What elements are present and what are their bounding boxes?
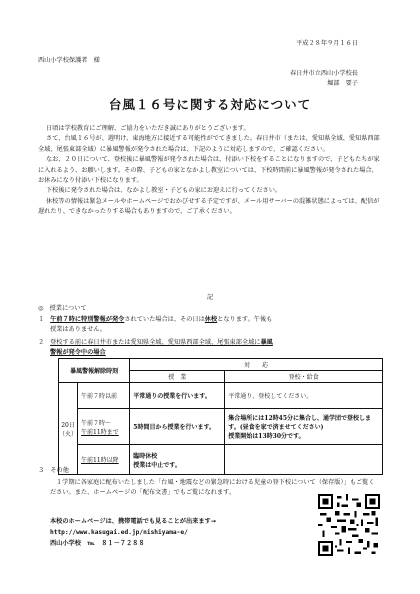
time-cell: 午前11時以降 — [78, 445, 130, 475]
table-header-group: 対 応 — [130, 359, 383, 371]
qr-code-icon — [318, 494, 380, 556]
lesson-cell: 平常通りの授業を行います。 — [130, 383, 225, 409]
table-header-lesson: 授 業 — [130, 371, 225, 383]
footer-block — [50, 516, 216, 549]
table-header-school: 登校・給食 — [225, 371, 383, 383]
section1-post: となります。午後も — [217, 316, 273, 323]
school-cell — [225, 409, 383, 445]
school-cell: 平常通り、登校してください。 — [225, 383, 383, 409]
intro-paragraph: さて、台風１６号が、週明け、東海地方に接近する可能性がでてきました。春日井市（または、愛知県全域、愛知県西部全域、尾張東部全域）に暴風警報が発令された場合は、下記のように対応しますので、ご確認ください。 — [38, 135, 380, 153]
school-start: 授業開始は13時30分です。 — [228, 433, 305, 440]
section3-body: １学期に各家庭に配布いたしました「台風・地震などの緊急時における児童の登下校について（保存版）」もご覧ください。また、ホームページの「配布文書」でもご覧になれます。 — [50, 479, 375, 497]
table-header-time: 暴風警報解除時刻 — [59, 359, 130, 383]
time-start: 午前７時～ — [81, 419, 112, 427]
date-day: （火） — [59, 430, 78, 438]
document-date: 平成２８年９月１６日 — [296, 40, 358, 47]
special-warning-text: 午前７時に特別警報が発令 — [50, 316, 125, 323]
lesson-cell — [130, 445, 225, 475]
footer-note: 本校のホームページは、携帯電話でも見ることが出来ます→ — [50, 518, 216, 525]
section1-mid: されていた場合は、その日は — [124, 316, 205, 323]
section2-number: ２ — [38, 339, 45, 346]
kyukou-text: 休校 — [204, 316, 218, 323]
closure-note: 授業は中止です。 — [133, 461, 181, 469]
school-phone: 西山小学校 ℡ ８１－７２８８ — [50, 540, 145, 547]
school-cell — [225, 445, 383, 475]
sender-name: 堀部 要子 — [327, 80, 358, 87]
intro-paragraph: 休校等の情報は緊急メールやホームページでおかびせする予定ですが、メール用サーバーの混雑状態によっては、配信が遅れたり、できなかったりする場合もありますので、ご了承ください。 — [38, 197, 380, 216]
storm-text: 暴風 — [260, 339, 273, 346]
date-cell — [59, 383, 78, 475]
section2-condition: 登校する前に春日井市または愛知県全域、愛知県西部全域、尾張東部全域に — [50, 339, 261, 346]
ki-label: 記 — [206, 294, 214, 301]
page-title: 台風１６号に関する対応について — [108, 97, 312, 112]
closure-label: 臨時休校 — [133, 452, 158, 460]
time-end: 午前11時まで — [81, 428, 119, 436]
addressee: 西山小学校保護者 様 — [38, 57, 100, 64]
time-cell — [78, 409, 130, 445]
lesson-cell: 5時間目から授業を行います。 — [130, 409, 225, 445]
section3-heading: ３ その他 — [38, 467, 69, 474]
time-cell: 午前７時以前 — [78, 383, 130, 409]
section1-heading: ◎ 授業について — [38, 305, 87, 312]
intro-block — [38, 124, 383, 218]
sender-school: 春日井市立西山小学校長 — [289, 70, 358, 77]
section1-line2: 授業はありません。 — [50, 326, 107, 333]
date-label: 20日 — [61, 421, 75, 429]
section2-line2: 警報が発令中の場合 — [50, 349, 106, 356]
school-note: 集合場所には12時45分に集合し、通学団で登校します。(昼食を家で済ませてください) — [228, 415, 371, 431]
intro-paragraph: 下校後に発令された場合は、なかよし教室・子どもの家にお迎えに行ってください。 — [46, 187, 282, 195]
table-row — [59, 445, 383, 475]
table-row — [59, 409, 383, 445]
response-table — [58, 358, 383, 475]
homepage-link[interactable]: http://www.kasugai.ed.jp/nishiyama-e/ — [50, 529, 188, 536]
table-row — [59, 383, 383, 409]
section2-line1 — [38, 339, 273, 347]
section1-line1 — [38, 316, 272, 324]
intro-paragraph: なお、２０日について、登校後に暴風警報が発令された場合は、付添い下校をすることになりますので、子どもたちが家に入れるよう、お願いします。その際、子どもの家となかよし教室については、下校時間前に暴風警報が発令された場合、お休みになり付添い下校になります。 — [38, 156, 380, 185]
section1-number: １ — [38, 316, 45, 323]
intro-paragraph: 日頃は学校教育にご理解、ご協力をいただき誠にありがとうございます。 — [46, 125, 250, 132]
